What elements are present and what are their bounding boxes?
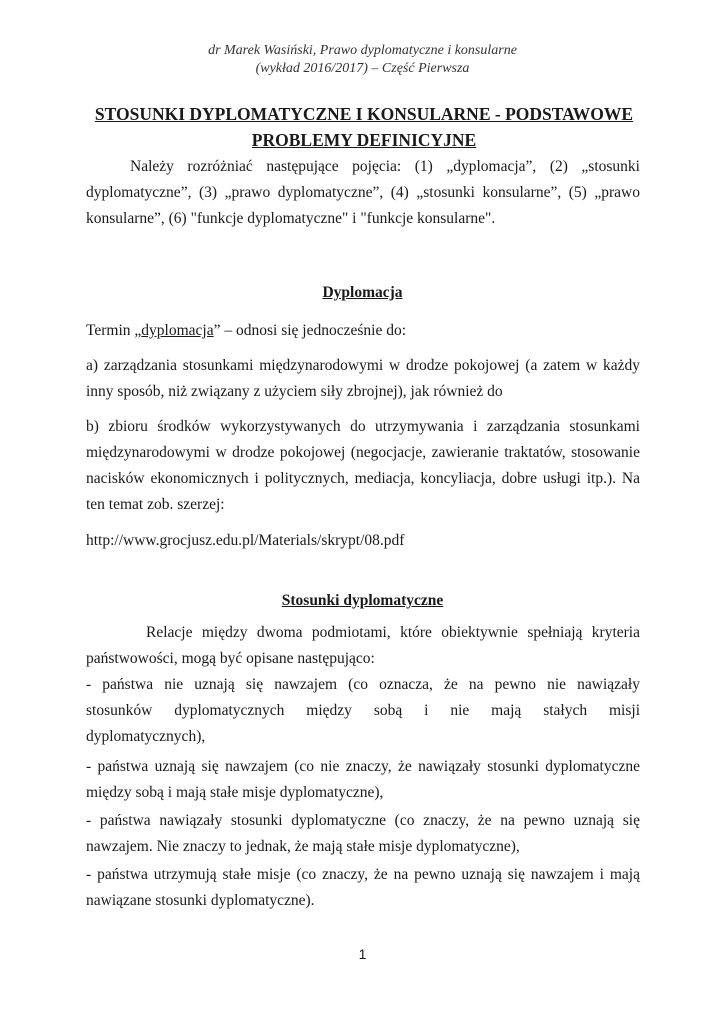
sec2-line: Relacje między dwoma podmiotami, które obiektywnie spełniają kryteria bbox=[146, 624, 640, 641]
header-line-1: dr Marek Wasiński, Prawo dyplomatyczne i konsularne bbox=[208, 43, 517, 58]
sec2-line: nawiązane stosunki dyplomatyczne). bbox=[86, 892, 315, 909]
document-title: STOSUNKI DYPLOMATYCZNE I KONSULARNE - PODSTAWOWE PROBLEMY DEFINICYJNE bbox=[94, 104, 634, 150]
intro-paragraph: Należy rozróżniać następujące pojęcia: (1) „dyplomacja”, (2) „stosunki dyplomatyczne”, (3) „prawo dyplomatyczne”, (4) „stosunki konsularne”, (5) „prawo konsularne”, (6) "funkcje dyplomatyczne" i "funkcje konsularne". bbox=[86, 158, 640, 227]
section-heading-stosunki: Stosunki dyplomatyczne bbox=[281, 592, 444, 609]
term-suffix: ” – odnosi się jednocześnie do: bbox=[213, 322, 407, 339]
item-a-paragraph: a) zarządzania stosunkami międzynarodowymi w drodze pokojowej (a zatem w każdy inny sposób, niż związany z użyciem siły zbrojnej), jak również do bbox=[86, 357, 640, 400]
sec2-line: - państwa utrzymują stałe misje (co znaczy, że na pewno uznają się nawzajem i mają bbox=[86, 866, 640, 883]
term-prefix: Termin „ bbox=[86, 322, 142, 339]
item-b-paragraph: b) zbioru środków wykorzystywanych do utrzymywania i zarządzania stosunkami międzynarodowymi w drodze pokojowej (negocjacje, zawieranie traktatów, stosowanie nacisków ekonomicznych i politycznych, mediacja, koncyliacja, dobre usługi itp.). Na ten temat zob. szerzej: bbox=[86, 418, 640, 513]
reference-url[interactable]: http://www.grocjusz.edu.pl/Materials/skrypt/08.pdf bbox=[86, 532, 405, 549]
sec2-line: - państwa nie uznają się nawzajem (co oznacza, że na pewno nie nawiązały bbox=[86, 676, 640, 693]
sec2-line: - państwa uznają się nawzajem (co nie znaczy, że nawiązały stosunki dyplomatyczne bbox=[86, 758, 640, 775]
header-line-2: (wykład 2016/2017) – Część Pierwsza bbox=[255, 61, 470, 76]
sec2-line: między sobą i mają stałe misje dyplomatyczne), bbox=[86, 784, 384, 801]
term-definition bbox=[86, 318, 640, 344]
term-word: dyplomacja bbox=[141, 322, 214, 339]
page-number: 1 bbox=[358, 946, 367, 962]
section-heading-dyplomacja: Dyplomacja bbox=[322, 284, 403, 301]
sec2-line: - państwa nawiązały stosunki dyplomatyczne (co znaczy, że na pewno uznają się bbox=[86, 812, 640, 829]
sec2-line: stosunków dyplomatycznych między sobą i nie mają stałych misji bbox=[86, 702, 640, 719]
sec2-line: dyplomatycznych), bbox=[86, 728, 206, 745]
sec2-line: państwowości, mogą być opisane następująco: bbox=[86, 650, 375, 667]
sec2-line: nawzajem. Nie znaczy to jednak, że mają stałe misje dyplomatyczne), bbox=[86, 838, 520, 855]
